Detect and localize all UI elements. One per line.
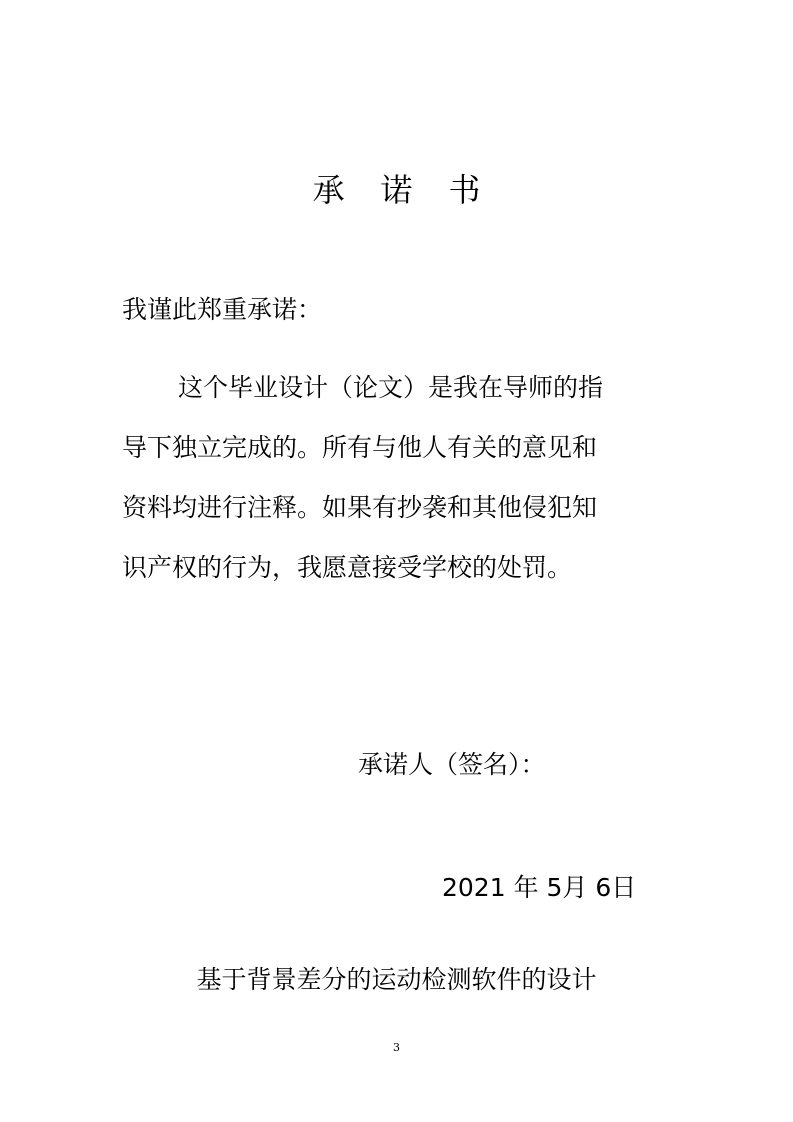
signing-date: 2021 年 5月 6日 [442,873,637,902]
page-number: 3 [393,1041,400,1054]
signer-label: 承诺人（签名）： [358,750,546,779]
commitment-line-1: 这个毕业设计（论文）是我在导师的指 [178,373,604,402]
project-title: 基于背景差分的运动检测软件的设计 [196,965,597,994]
commitment-line-4: 识产权的行为，我愿意接受学校的处罚。 [122,553,573,582]
commitment-line-3: 资料均进行注释。如果有抄袭和其他侵犯知 [122,493,598,522]
commitment-line-2: 导下独立完成的。所有与他人有关的意见和 [122,433,598,462]
salutation-text: 我谨此郑重承诺： [122,295,323,324]
page-title: 承诺书 [312,171,517,209]
